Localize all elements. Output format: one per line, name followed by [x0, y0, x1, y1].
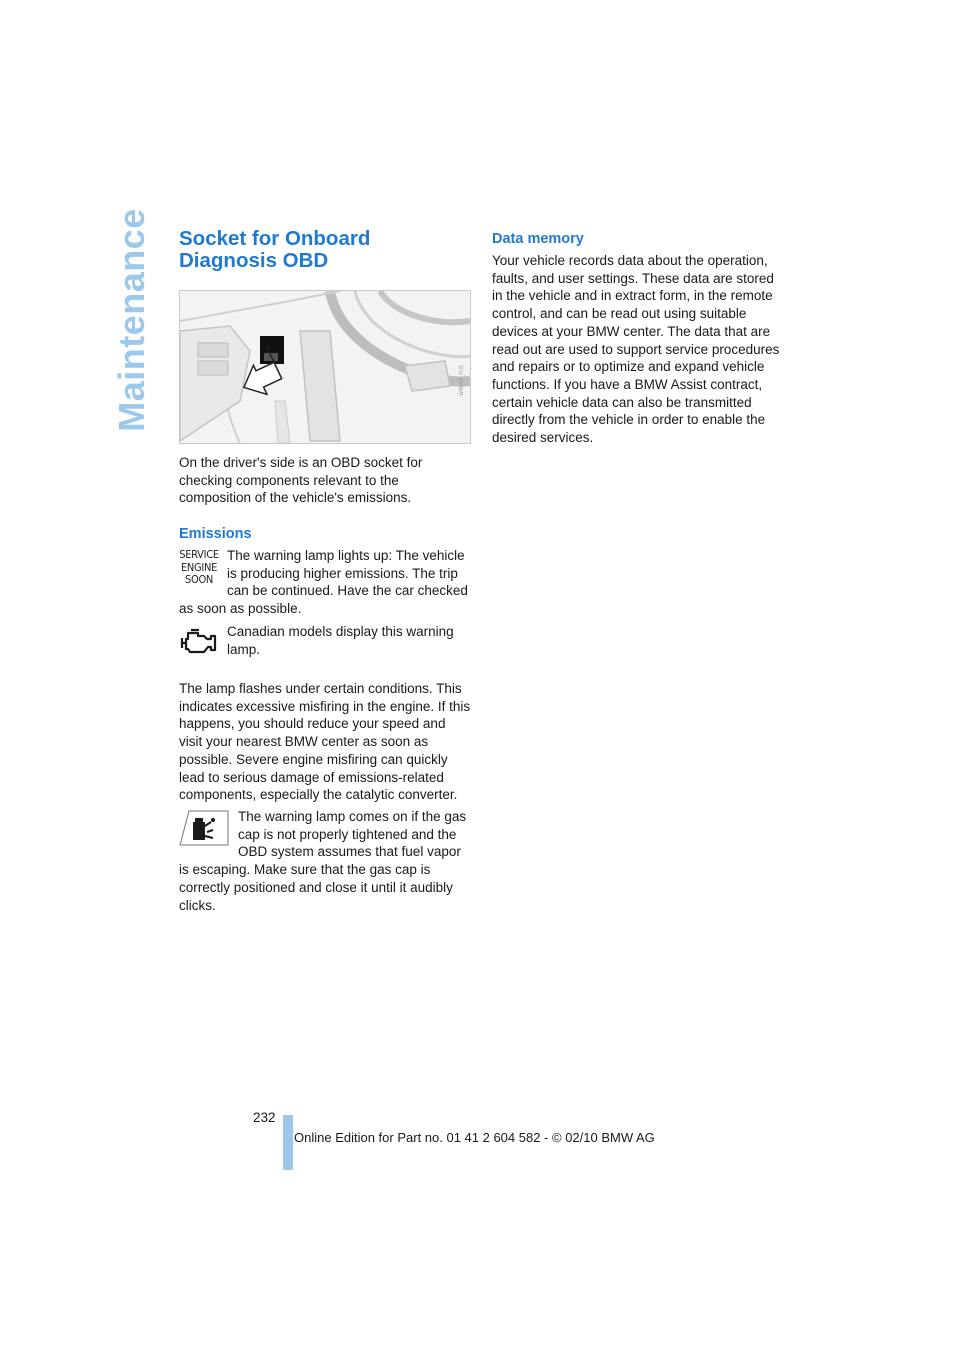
lamp-flash-text: The lamp flashes under certain conditions. This indicates excessive misfiring in the engine. If this happens, you should reduce your speed and visit your nearest BMW center as soon as possible. Severe engine misfiring can quickly lead to serious damage of emissions-related components, especially the catalytic converter. — [179, 681, 471, 803]
page-number: 232 — [253, 1110, 276, 1125]
ses-icon-line2: ENGINE — [180, 560, 218, 574]
section-tab-label: Maintenance — [111, 208, 152, 432]
left-column — [179, 227, 471, 913]
data-memory-text: Your vehicle records data about the operation, faults, and user settings. These data are stored in the vehicle and in extract form, in the remote control, and can be read out using suitable devices at your BMW center. The data that are read out are used to support service procedures and repairs or to optimize and expand vehicle functions. If you have a BMW Assist contract, certain vehicle data can also be transmitted directly from the vehicle in order to enable the desired services. — [492, 253, 780, 446]
page-title-text: Socket for Onboard Diagnosis OBD — [179, 227, 371, 272]
canada-block — [179, 623, 471, 659]
emissions-heading: Emissions — [179, 526, 252, 542]
engine-check-icon — [179, 625, 219, 659]
canada-text: Canadian models display this warning lamp. — [227, 624, 454, 657]
service-engine-soon-icon — [179, 549, 219, 597]
right-column — [492, 228, 786, 447]
ses-block — [179, 547, 471, 618]
section-tab — [111, 208, 152, 432]
gas-cap-icon — [179, 810, 229, 846]
data-memory-heading: Data memory — [492, 231, 584, 247]
ses-icon-line1: SERVICE — [179, 548, 219, 561]
svg-text:W8KGA_FUS: W8KGA_FUS — [459, 365, 465, 396]
obd-intro-text: On the driver's side is an OBD socket for checking components relevant to the composition of the vehicle's emissions. — [179, 455, 423, 506]
footer-accent-bar — [283, 1115, 293, 1170]
gas-cap-text: The warning lamp comes on if the gas cap is not properly tightened and the OBD system assumes that fuel vapor is escaping. Make sure that the gas cap is correctly positioned and close it until it audibly clicks. — [179, 809, 467, 913]
gas-cap-block — [179, 808, 471, 914]
footer-edition: Online Edition for Part no. 01 41 2 604 582 - © 02/10 BMW AG — [294, 1130, 655, 1145]
obd-socket-illustration — [179, 290, 471, 444]
page-title — [179, 228, 409, 272]
ses-icon-line3: SOON — [184, 573, 214, 586]
ses-text: The warning lamp lights up: The vehicle is producing higher emissions. The trip can be continued. Have the car checked as soon as possible. — [179, 548, 468, 617]
